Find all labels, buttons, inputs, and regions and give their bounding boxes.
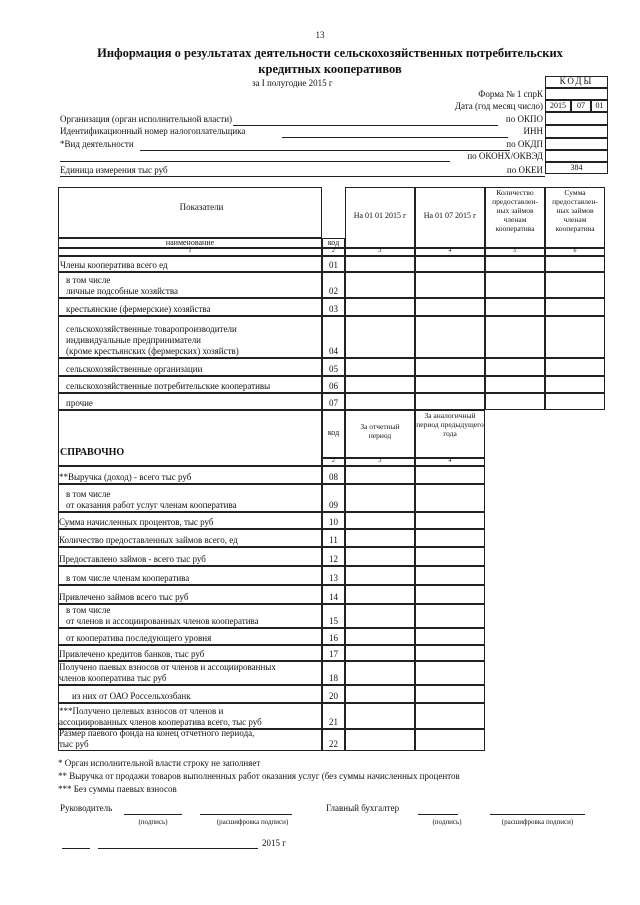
okpo-cell[interactable] bbox=[545, 112, 608, 125]
t2-value-cell[interactable] bbox=[415, 512, 485, 529]
t2-value-cell[interactable] bbox=[415, 729, 485, 751]
accountant-sign-line[interactable] bbox=[418, 814, 458, 815]
t1-header-col3-label: Количество предоставлен-ных займов членам кооператива bbox=[492, 188, 538, 233]
t1-row-code: 04 bbox=[329, 346, 338, 356]
t1-value-cell[interactable] bbox=[345, 358, 415, 376]
accountant-decode-line[interactable] bbox=[490, 814, 585, 815]
t2-row-label: в том числе bbox=[66, 605, 111, 615]
t2-num-label: 2 bbox=[332, 458, 335, 464]
t2-row-label: от оказания работ услуг членам кооператива bbox=[66, 500, 237, 510]
t2-value-cell[interactable] bbox=[345, 645, 415, 661]
t2-row-label: Получено паевых взносов от членов и ассоциированных bbox=[59, 662, 276, 672]
t1-value-cell[interactable] bbox=[415, 376, 485, 393]
t1-row-label: личные подсобные хозяйства bbox=[66, 286, 178, 296]
accountant-label: Главный бухгалтер bbox=[326, 803, 400, 813]
okdp-cell[interactable] bbox=[545, 138, 608, 150]
t1-row-label: Члены кооператива всего ед bbox=[60, 260, 168, 270]
okpo-label: по ОКПО bbox=[505, 114, 543, 124]
note-3: *** Без суммы паевых взносов bbox=[58, 784, 177, 794]
t2-row-code: 21 bbox=[329, 717, 338, 727]
form-number: Форма № 1 спрК bbox=[478, 89, 543, 99]
t2-row-code: 10 bbox=[329, 517, 338, 527]
t1-num-label: 1 bbox=[188, 248, 192, 254]
t2-value-cell[interactable] bbox=[415, 529, 485, 547]
t2-row-label: от членов и ассоциированных членов кооператива bbox=[66, 616, 259, 626]
t1-num-label: 6 bbox=[573, 248, 577, 254]
t1-row-label: в том числе bbox=[66, 275, 111, 285]
t2-value-cell[interactable] bbox=[345, 661, 415, 685]
t1-row-label: сельскохозяйственные товаропроизводители bbox=[66, 324, 237, 334]
t1-row-label: прочие bbox=[66, 398, 93, 408]
t1-value-cell[interactable] bbox=[485, 393, 545, 410]
inn-cell[interactable] bbox=[545, 125, 608, 138]
page-title: Информация о результатах деятельности сельскохозяйственных потребительских bbox=[97, 46, 563, 60]
t1-row-label: индивидуальные предприниматели bbox=[66, 335, 201, 345]
t2-row-label: членов кооператива тыс руб bbox=[59, 673, 167, 683]
t2-row-label: ассоциированных членов кооператива всего, тыс руб bbox=[59, 717, 262, 727]
t1-value-cell[interactable] bbox=[415, 272, 485, 298]
t2-value-cell[interactable] bbox=[415, 566, 485, 585]
t1-row-code: 06 bbox=[329, 381, 338, 391]
t1-header-col2-label: На 01 07 2015 г bbox=[423, 211, 477, 220]
t1-value-cell[interactable] bbox=[345, 272, 415, 298]
report-period: за I полугодие 2015 г bbox=[252, 78, 333, 88]
t1-header-col1-label: На 01 01 2015 г bbox=[353, 211, 407, 220]
page-title-line2: кредитных кооперативов bbox=[258, 62, 402, 76]
t1-value-cell[interactable] bbox=[415, 393, 485, 410]
t2-row-code: 12 bbox=[329, 554, 338, 564]
t1-header-name-label: наименование bbox=[165, 238, 215, 247]
t1-row-code: 02 bbox=[329, 286, 338, 296]
t2-value-cell[interactable] bbox=[345, 729, 415, 751]
page-number: 13 bbox=[315, 30, 325, 40]
t2-row-code: 20 bbox=[329, 691, 338, 701]
head-sign-caption: (подпись) bbox=[138, 818, 168, 826]
t1-row-label: сельскохозяйственные потребительские кооперативы bbox=[66, 381, 271, 391]
t2-value-cell[interactable] bbox=[345, 484, 415, 512]
t1-row-label: крестьянские (фермерские) хозяйства bbox=[66, 304, 211, 314]
unit-line bbox=[60, 176, 545, 177]
t2-row-label: из них от ОАО Россельхозбанк bbox=[72, 691, 191, 701]
org-line[interactable] bbox=[233, 125, 498, 126]
t2-value-cell[interactable] bbox=[415, 585, 485, 604]
okdp-label: по ОКДП bbox=[506, 139, 543, 149]
t1-header-indicators bbox=[58, 187, 322, 238]
t1-header-code-label: код bbox=[327, 238, 340, 247]
t2-num-label: 3 bbox=[378, 458, 382, 464]
t1-value-cell[interactable] bbox=[545, 393, 605, 410]
t2-row-label: ***Получено целевых взносов от членов и bbox=[59, 706, 224, 716]
t1-value-cell[interactable] bbox=[485, 256, 545, 272]
note-1: * Орган исполнительной власти строку не заполняет bbox=[58, 758, 261, 768]
t2-row-code: 11 bbox=[329, 535, 338, 545]
t1-value-cell[interactable] bbox=[345, 316, 415, 358]
t1-value-cell[interactable] bbox=[545, 316, 605, 358]
t2-row-code: 16 bbox=[329, 633, 338, 643]
t1-value-cell[interactable] bbox=[345, 256, 415, 272]
inn-label: Идентификационный номер налогоплательщика bbox=[60, 126, 246, 136]
okonh-label: по ОКОНХ/ОКВЭД bbox=[467, 151, 543, 161]
t2-row-label: в том числе bbox=[66, 489, 111, 499]
t1-row-code: 05 bbox=[329, 364, 338, 374]
t1-row-label: сельскохозяйственные организации bbox=[66, 364, 203, 374]
t2-header-col1-label: За отчетный период bbox=[360, 422, 400, 440]
date-month-line[interactable] bbox=[98, 848, 258, 849]
t2-row-label: Предоставлено займов - всего тыс руб bbox=[59, 554, 206, 564]
t2-value-cell[interactable] bbox=[345, 529, 415, 547]
t2-row-code: 15 bbox=[329, 616, 338, 626]
t2-row-code: 09 bbox=[329, 500, 338, 510]
t1-row-code: 07 bbox=[329, 398, 338, 408]
date-year-value: 2015 bbox=[550, 101, 566, 110]
t1-value-cell[interactable] bbox=[485, 358, 545, 376]
okei-label: по ОКЕИ bbox=[506, 165, 543, 175]
accountant-sign-caption: (подпись) bbox=[432, 818, 462, 826]
t1-value-cell[interactable] bbox=[345, 376, 415, 393]
t2-value-cell[interactable] bbox=[415, 466, 485, 484]
t1-header-indicators-label: Показатели bbox=[179, 202, 224, 212]
t1-value-cell[interactable] bbox=[345, 393, 415, 410]
t2-row-code: 13 bbox=[329, 573, 338, 583]
t1-row-code: 03 bbox=[329, 304, 338, 314]
t1-row-code: 01 bbox=[329, 260, 338, 270]
t2-row-label: в том числе членам кооператива bbox=[66, 573, 190, 583]
codes-header: КОДЫ bbox=[559, 76, 594, 86]
t1-value-cell[interactable] bbox=[485, 316, 545, 358]
t2-row-label: Привлечено кредитов банков, тыс руб bbox=[59, 649, 205, 659]
t1-value-cell[interactable] bbox=[545, 298, 605, 316]
t1-value-cell[interactable] bbox=[415, 298, 485, 316]
t2-value-cell[interactable] bbox=[345, 685, 415, 703]
date-day-value: 01 bbox=[595, 101, 604, 110]
form-code-cell[interactable] bbox=[545, 88, 608, 100]
t2-row-label: Количество предоставленных займов всего, ед bbox=[59, 535, 238, 545]
t1-value-cell[interactable] bbox=[485, 376, 545, 393]
t2-value-cell[interactable] bbox=[345, 547, 415, 566]
t2-row-label: Сумма начисленных процентов, тыс руб bbox=[59, 517, 214, 527]
t2-value-cell[interactable] bbox=[345, 566, 415, 585]
t2-value-cell[interactable] bbox=[415, 604, 485, 628]
t1-name-cell bbox=[58, 393, 322, 410]
t1-num-label: 5 bbox=[513, 248, 517, 254]
t2-value-cell[interactable] bbox=[345, 466, 415, 484]
t2-value-cell[interactable] bbox=[415, 547, 485, 566]
t2-row-label: от кооператива последующего уровня bbox=[66, 633, 212, 643]
t2-header-col2-label: За аналогичный период предыдущего года bbox=[416, 411, 484, 438]
activity-line2[interactable] bbox=[60, 161, 450, 162]
t1-value-cell[interactable] bbox=[415, 256, 485, 272]
t2-value-cell[interactable] bbox=[345, 628, 415, 645]
okonh-cell[interactable] bbox=[545, 150, 608, 162]
t1-row-label: (кроме крестьянских (фермерских) хозяйств) bbox=[66, 346, 239, 356]
t2-row-code: 08 bbox=[329, 472, 338, 482]
t1-value-cell[interactable] bbox=[415, 316, 485, 358]
accountant-decode-caption: (расшифровка подписи) bbox=[501, 818, 574, 826]
t2-value-cell[interactable] bbox=[345, 604, 415, 628]
note-2: ** Выручка от продажи товаров выполненных работ оказания услуг (без суммы начисленных процентов bbox=[58, 771, 460, 781]
t2-value-cell[interactable] bbox=[415, 685, 485, 703]
t2-row-code: 22 bbox=[329, 739, 338, 749]
org-label: Организация (орган исполнительной власти) bbox=[60, 114, 233, 124]
t2-row-code: 14 bbox=[329, 592, 338, 602]
t1-value-cell[interactable] bbox=[485, 272, 545, 298]
activity-label: *Вид деятельности bbox=[60, 139, 134, 149]
t1-header-col4-label: Сумма предоставлен-ных займов членам кооператива bbox=[552, 188, 598, 233]
head-sign-line[interactable] bbox=[124, 814, 182, 815]
head-decode-line[interactable] bbox=[200, 814, 292, 815]
t2-row-label: тыс руб bbox=[59, 739, 89, 749]
t1-num-label: 2 bbox=[332, 248, 335, 254]
t2-header-code-label: код bbox=[327, 428, 340, 437]
t2-value-cell[interactable] bbox=[415, 703, 485, 729]
t2-value-cell[interactable] bbox=[415, 484, 485, 512]
t2-value-cell[interactable] bbox=[415, 661, 485, 685]
t2-row-code: 17 bbox=[329, 649, 338, 659]
t2-num-label: 4 bbox=[448, 458, 452, 464]
t1-value-cell[interactable] bbox=[545, 272, 605, 298]
t2-value-cell[interactable] bbox=[415, 628, 485, 645]
t2-row-code: 18 bbox=[329, 673, 338, 683]
t2-value-cell[interactable] bbox=[345, 585, 415, 604]
date-month-value: 07 bbox=[577, 101, 585, 110]
t2-row-label: Размер паевого фонда на конец отчетного периода, bbox=[59, 728, 255, 738]
inn-code-label: ИНН bbox=[523, 126, 543, 136]
date-label: Дата (год месяц число) bbox=[454, 101, 543, 111]
t2-value-cell[interactable] bbox=[345, 512, 415, 529]
t2-value-cell[interactable] bbox=[345, 703, 415, 729]
okei-code: 384 bbox=[570, 163, 583, 172]
t1-value-cell[interactable] bbox=[485, 298, 545, 316]
t2-row-label: Привлечено займов всего тыс руб bbox=[59, 592, 189, 602]
t1-num-label: 4 bbox=[448, 248, 452, 254]
date-day-line[interactable] bbox=[62, 848, 90, 849]
t1-value-cell[interactable] bbox=[545, 358, 605, 376]
t1-num-label: 3 bbox=[378, 248, 382, 254]
t1-value-cell[interactable] bbox=[345, 298, 415, 316]
t2-row-label: **Выручка (доход) - всего тыс руб bbox=[59, 472, 192, 482]
unit-label: Единица измерения тыс руб bbox=[60, 165, 168, 175]
t1-value-cell[interactable] bbox=[545, 376, 605, 393]
t2-header-ref-label: СПРАВОЧНО bbox=[60, 447, 125, 458]
inn-line[interactable] bbox=[282, 137, 508, 138]
t1-value-cell[interactable] bbox=[415, 358, 485, 376]
year-label: 2015 г bbox=[262, 838, 286, 848]
t2-value-cell[interactable] bbox=[415, 645, 485, 661]
head-decode-caption: (расшифровка подписи) bbox=[216, 818, 289, 826]
head-label: Руководитель bbox=[60, 803, 113, 813]
t1-value-cell[interactable] bbox=[545, 256, 605, 272]
